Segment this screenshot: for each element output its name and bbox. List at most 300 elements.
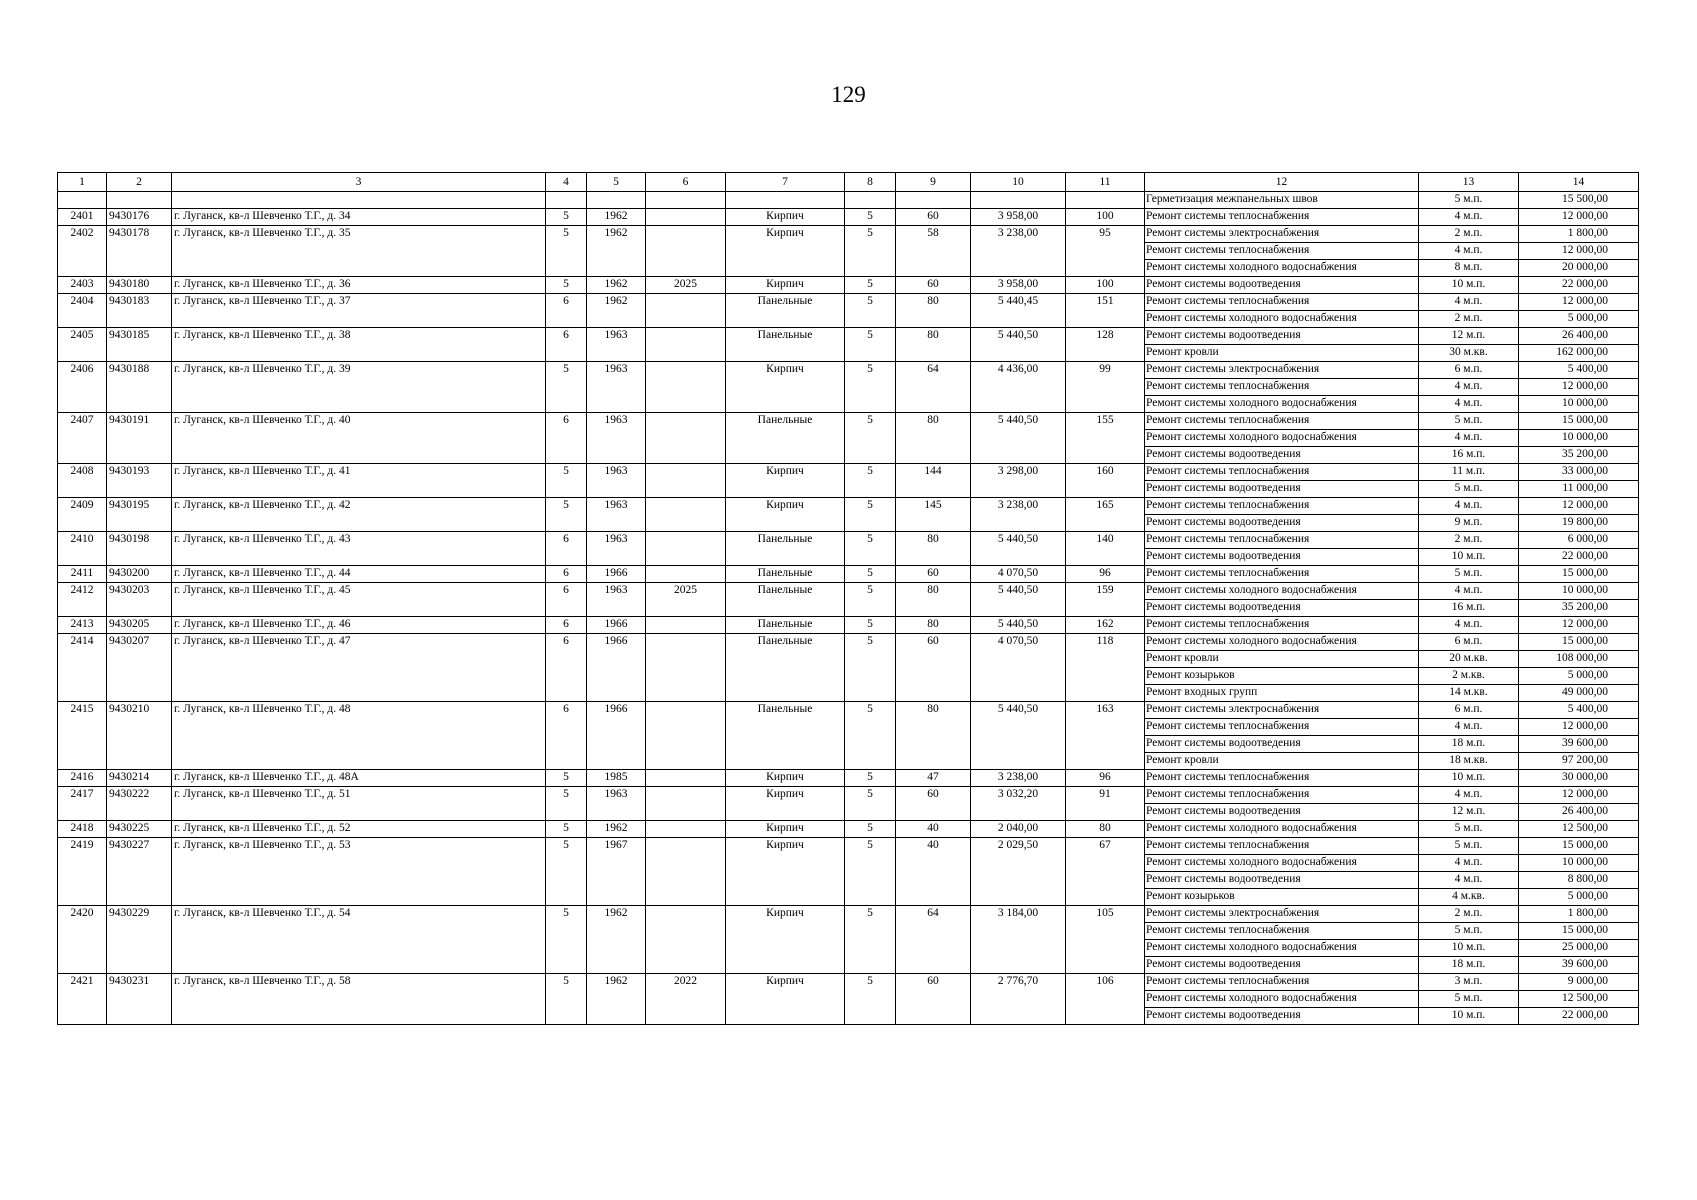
col6-value xyxy=(646,940,726,957)
area-value xyxy=(971,804,1066,821)
area-value xyxy=(971,651,1066,668)
col11-value: 160 xyxy=(1066,464,1145,481)
house-id xyxy=(107,804,172,821)
work-cost: 12 000,00 xyxy=(1519,617,1639,634)
house-id xyxy=(107,515,172,532)
col11-value xyxy=(1066,719,1145,736)
col8-value: 5 xyxy=(845,294,896,311)
col11-value xyxy=(1066,481,1145,498)
area-value: 3 958,00 xyxy=(971,209,1066,226)
row-number: 2408 xyxy=(58,464,107,481)
row-number xyxy=(58,192,107,209)
house-id xyxy=(107,311,172,328)
col8-value xyxy=(845,515,896,532)
work-cost: 15 000,00 xyxy=(1519,566,1639,583)
page-number: 129 xyxy=(831,82,866,107)
col9-value: 58 xyxy=(896,226,971,243)
table-row xyxy=(58,566,1639,583)
col8-value: 5 xyxy=(845,532,896,549)
col9-value: 47 xyxy=(896,770,971,787)
area-value: 5 440,50 xyxy=(971,328,1066,345)
build-year xyxy=(587,243,646,260)
house-id: 9430227 xyxy=(107,838,172,855)
col8-value xyxy=(845,481,896,498)
work-cost: 10 000,00 xyxy=(1519,396,1639,413)
row-number xyxy=(58,855,107,872)
area-value xyxy=(971,923,1066,940)
col4-value xyxy=(546,396,587,413)
work-type: Ремонт системы водоотведения xyxy=(1145,957,1419,974)
col6-value xyxy=(646,855,726,872)
work-volume: 4 м.п. xyxy=(1419,396,1519,413)
address: г. Луганск, кв-л Шевченко Т.Г., д. 52 xyxy=(172,821,546,838)
col9-value xyxy=(896,668,971,685)
house-id: 9430178 xyxy=(107,226,172,243)
col11-value: 151 xyxy=(1066,294,1145,311)
work-type: Ремонт козырьков xyxy=(1145,889,1419,906)
col9-value xyxy=(896,719,971,736)
area-value: 5 440,45 xyxy=(971,294,1066,311)
col4-value xyxy=(546,889,587,906)
build-year: 1963 xyxy=(587,413,646,430)
wall-material xyxy=(726,668,845,685)
col8-value xyxy=(845,991,896,1008)
address xyxy=(172,243,546,260)
work-type: Ремонт системы водоотведения xyxy=(1145,328,1419,345)
work-volume: 8 м.п. xyxy=(1419,260,1519,277)
col11-value: 100 xyxy=(1066,209,1145,226)
col9-value xyxy=(896,396,971,413)
col6-value xyxy=(646,515,726,532)
col6-value xyxy=(646,736,726,753)
table-row xyxy=(58,651,1639,668)
col6-value xyxy=(646,532,726,549)
house-id: 9430183 xyxy=(107,294,172,311)
area-value: 5 440,50 xyxy=(971,532,1066,549)
col9-value: 145 xyxy=(896,498,971,515)
work-volume: 5 м.п. xyxy=(1419,923,1519,940)
work-type: Ремонт системы теплоснабжения xyxy=(1145,532,1419,549)
area-value xyxy=(971,515,1066,532)
col4-value: 6 xyxy=(546,532,587,549)
table-row xyxy=(58,872,1639,889)
table-row xyxy=(58,413,1639,430)
work-volume: 2 м.кв. xyxy=(1419,668,1519,685)
work-volume: 4 м.п. xyxy=(1419,855,1519,872)
work-cost: 26 400,00 xyxy=(1519,328,1639,345)
work-volume: 4 м.п. xyxy=(1419,379,1519,396)
work-cost: 15 000,00 xyxy=(1519,838,1639,855)
address: г. Луганск, кв-л Шевченко Т.Г., д. 38 xyxy=(172,328,546,345)
work-type: Ремонт системы холодного водоснабжения xyxy=(1145,821,1419,838)
col9-value: 60 xyxy=(896,634,971,651)
col4-value: 6 xyxy=(546,617,587,634)
work-cost: 12 000,00 xyxy=(1519,719,1639,736)
col9-value: 60 xyxy=(896,209,971,226)
area-value: 2 040,00 xyxy=(971,821,1066,838)
wall-material xyxy=(726,243,845,260)
build-year xyxy=(587,753,646,770)
row-number xyxy=(58,804,107,821)
col4-value xyxy=(546,1008,587,1025)
work-cost: 25 000,00 xyxy=(1519,940,1639,957)
table-row xyxy=(58,821,1639,838)
work-cost: 39 600,00 xyxy=(1519,957,1639,974)
house-id: 9430214 xyxy=(107,770,172,787)
address xyxy=(172,855,546,872)
address xyxy=(172,481,546,498)
col9-value: 144 xyxy=(896,464,971,481)
col11-value: 128 xyxy=(1066,328,1145,345)
col6-value xyxy=(646,685,726,702)
work-type: Ремонт системы водоотведения xyxy=(1145,736,1419,753)
col9-value xyxy=(896,243,971,260)
col8-value xyxy=(845,804,896,821)
build-year: 1963 xyxy=(587,532,646,549)
col9-value xyxy=(896,685,971,702)
col6-value xyxy=(646,192,726,209)
col8-value: 5 xyxy=(845,413,896,430)
col4-value: 5 xyxy=(546,838,587,855)
col8-value xyxy=(845,872,896,889)
build-year xyxy=(587,923,646,940)
col6-value xyxy=(646,345,726,362)
house-id xyxy=(107,447,172,464)
table-row xyxy=(58,889,1639,906)
col9-value: 60 xyxy=(896,277,971,294)
wall-material: Панельные xyxy=(726,532,845,549)
col9-value: 40 xyxy=(896,838,971,855)
work-volume: 4 м.п. xyxy=(1419,617,1519,634)
table-row xyxy=(58,600,1639,617)
address xyxy=(172,685,546,702)
col9-value: 60 xyxy=(896,787,971,804)
col4-value xyxy=(546,804,587,821)
work-type: Ремонт системы теплоснабжения xyxy=(1145,243,1419,260)
row-number: 2416 xyxy=(58,770,107,787)
area-value xyxy=(971,957,1066,974)
work-type: Ремонт системы водоотведения xyxy=(1145,447,1419,464)
row-number: 2409 xyxy=(58,498,107,515)
table-row xyxy=(58,532,1639,549)
wall-material xyxy=(726,889,845,906)
work-volume: 10 м.п. xyxy=(1419,549,1519,566)
table-row xyxy=(58,345,1639,362)
house-id: 9430229 xyxy=(107,906,172,923)
house-id xyxy=(107,396,172,413)
col11-value: 159 xyxy=(1066,583,1145,600)
col6-value xyxy=(646,889,726,906)
col9-value xyxy=(896,804,971,821)
column-header: 5 xyxy=(587,173,646,192)
work-cost: 15 000,00 xyxy=(1519,413,1639,430)
col11-value xyxy=(1066,549,1145,566)
row-number xyxy=(58,753,107,770)
col4-value xyxy=(546,736,587,753)
column-header: 9 xyxy=(896,173,971,192)
row-number: 2419 xyxy=(58,838,107,855)
house-id xyxy=(107,872,172,889)
work-cost: 5 000,00 xyxy=(1519,889,1639,906)
work-type: Ремонт системы теплоснабжения xyxy=(1145,787,1419,804)
table-row xyxy=(58,804,1639,821)
wall-material xyxy=(726,957,845,974)
table-row xyxy=(58,277,1639,294)
wall-material xyxy=(726,855,845,872)
house-id xyxy=(107,736,172,753)
wall-material: Кирпич xyxy=(726,209,845,226)
col9-value xyxy=(896,260,971,277)
col6-value xyxy=(646,1008,726,1025)
build-year xyxy=(587,957,646,974)
col11-value: 140 xyxy=(1066,532,1145,549)
address xyxy=(172,1008,546,1025)
work-type: Ремонт системы холодного водоснабжения xyxy=(1145,430,1419,447)
work-volume: 4 м.кв. xyxy=(1419,889,1519,906)
build-year xyxy=(587,804,646,821)
col4-value xyxy=(546,345,587,362)
work-cost: 10 000,00 xyxy=(1519,583,1639,600)
col8-value xyxy=(845,260,896,277)
col6-value xyxy=(646,549,726,566)
col4-value: 6 xyxy=(546,583,587,600)
col4-value xyxy=(546,430,587,447)
col4-value xyxy=(546,753,587,770)
work-type: Ремонт системы холодного водоснабжения xyxy=(1145,940,1419,957)
address xyxy=(172,192,546,209)
work-cost: 12 500,00 xyxy=(1519,821,1639,838)
work-type: Ремонт системы холодного водоснабжения xyxy=(1145,311,1419,328)
work-volume: 20 м.кв. xyxy=(1419,651,1519,668)
col4-value xyxy=(546,515,587,532)
col11-value xyxy=(1066,923,1145,940)
work-cost: 22 000,00 xyxy=(1519,549,1639,566)
work-cost: 33 000,00 xyxy=(1519,464,1639,481)
wall-material: Кирпич xyxy=(726,464,845,481)
house-id: 9430205 xyxy=(107,617,172,634)
address: г. Луганск, кв-л Шевченко Т.Г., д. 48 xyxy=(172,702,546,719)
work-volume: 4 м.п. xyxy=(1419,209,1519,226)
col11-value: 163 xyxy=(1066,702,1145,719)
column-header: 4 xyxy=(546,173,587,192)
build-year: 1963 xyxy=(587,498,646,515)
area-value: 5 440,50 xyxy=(971,702,1066,719)
col4-value xyxy=(546,668,587,685)
table-row xyxy=(58,260,1639,277)
row-number xyxy=(58,923,107,940)
build-year xyxy=(587,940,646,957)
col6-value xyxy=(646,243,726,260)
col8-value xyxy=(845,651,896,668)
col11-value: 165 xyxy=(1066,498,1145,515)
col11-value xyxy=(1066,855,1145,872)
work-type: Ремонт системы теплоснабжения xyxy=(1145,974,1419,991)
col8-value xyxy=(845,668,896,685)
col11-value xyxy=(1066,889,1145,906)
house-id xyxy=(107,430,172,447)
wall-material: Панельные xyxy=(726,702,845,719)
row-number xyxy=(58,889,107,906)
col4-value: 5 xyxy=(546,821,587,838)
house-id: 9430188 xyxy=(107,362,172,379)
row-number: 2413 xyxy=(58,617,107,634)
area-value xyxy=(971,379,1066,396)
area-value: 3 238,00 xyxy=(971,498,1066,515)
col4-value: 5 xyxy=(546,787,587,804)
col4-value xyxy=(546,685,587,702)
col6-value xyxy=(646,634,726,651)
col4-value xyxy=(546,600,587,617)
address xyxy=(172,260,546,277)
area-value xyxy=(971,991,1066,1008)
area-value xyxy=(971,396,1066,413)
house-id xyxy=(107,600,172,617)
col9-value: 80 xyxy=(896,413,971,430)
col11-value: 96 xyxy=(1066,770,1145,787)
col4-value xyxy=(546,957,587,974)
col4-value: 5 xyxy=(546,974,587,991)
column-header: 14 xyxy=(1519,173,1639,192)
col8-value xyxy=(845,1008,896,1025)
col8-value xyxy=(845,736,896,753)
col8-value xyxy=(845,719,896,736)
col8-value xyxy=(845,447,896,464)
build-year xyxy=(587,600,646,617)
address xyxy=(172,668,546,685)
work-cost: 5 000,00 xyxy=(1519,668,1639,685)
table-row xyxy=(58,838,1639,855)
col8-value xyxy=(845,957,896,974)
col4-value xyxy=(546,311,587,328)
col4-value xyxy=(546,940,587,957)
col11-value xyxy=(1066,753,1145,770)
area-value: 5 440,50 xyxy=(971,617,1066,634)
table-row xyxy=(58,991,1639,1008)
col4-value xyxy=(546,379,587,396)
build-year xyxy=(587,549,646,566)
address xyxy=(172,736,546,753)
table-row xyxy=(58,311,1639,328)
wall-material xyxy=(726,719,845,736)
build-year: 1985 xyxy=(587,770,646,787)
col4-value xyxy=(546,872,587,889)
col9-value xyxy=(896,1008,971,1025)
address xyxy=(172,804,546,821)
col9-value xyxy=(896,940,971,957)
row-number xyxy=(58,736,107,753)
house-id: 9430185 xyxy=(107,328,172,345)
address xyxy=(172,549,546,566)
house-id: 9430198 xyxy=(107,532,172,549)
area-value: 2 029,50 xyxy=(971,838,1066,855)
work-type: Ремонт системы холодного водоснабжения xyxy=(1145,634,1419,651)
house-id: 9430203 xyxy=(107,583,172,600)
col8-value: 5 xyxy=(845,566,896,583)
table-row xyxy=(58,447,1639,464)
row-number: 2417 xyxy=(58,787,107,804)
table-header xyxy=(58,173,1639,192)
work-volume: 9 м.п. xyxy=(1419,515,1519,532)
table-row xyxy=(58,209,1639,226)
wall-material xyxy=(726,549,845,566)
col9-value xyxy=(896,923,971,940)
table-row xyxy=(58,719,1639,736)
col4-value xyxy=(546,243,587,260)
house-id xyxy=(107,957,172,974)
col4-value xyxy=(546,651,587,668)
col4-value xyxy=(546,447,587,464)
build-year xyxy=(587,872,646,889)
wall-material: Кирпич xyxy=(726,838,845,855)
col6-value xyxy=(646,481,726,498)
col4-value: 6 xyxy=(546,328,587,345)
work-cost: 12 000,00 xyxy=(1519,379,1639,396)
work-type: Ремонт системы холодного водоснабжения xyxy=(1145,583,1419,600)
col9-value xyxy=(896,651,971,668)
build-year: 1967 xyxy=(587,838,646,855)
address: г. Луганск, кв-л Шевченко Т.Г., д. 47 xyxy=(172,634,546,651)
address xyxy=(172,396,546,413)
area-value xyxy=(971,668,1066,685)
col9-value: 64 xyxy=(896,906,971,923)
wall-material: Кирпич xyxy=(726,787,845,804)
work-volume: 10 м.п. xyxy=(1419,770,1519,787)
wall-material xyxy=(726,651,845,668)
col9-value xyxy=(896,549,971,566)
area-value xyxy=(971,243,1066,260)
wall-material xyxy=(726,872,845,889)
col11-value: 80 xyxy=(1066,821,1145,838)
work-cost: 12 500,00 xyxy=(1519,991,1639,1008)
table-row xyxy=(58,855,1639,872)
row-number xyxy=(58,685,107,702)
table-row xyxy=(58,226,1639,243)
work-type: Ремонт системы теплоснабжения xyxy=(1145,294,1419,311)
row-number: 2403 xyxy=(58,277,107,294)
col11-value xyxy=(1066,396,1145,413)
col9-value xyxy=(896,872,971,889)
wall-material xyxy=(726,600,845,617)
address xyxy=(172,430,546,447)
house-id xyxy=(107,923,172,940)
work-type: Ремонт кровли xyxy=(1145,651,1419,668)
build-year: 1966 xyxy=(587,566,646,583)
col8-value: 5 xyxy=(845,498,896,515)
table-row xyxy=(58,906,1639,923)
area-value: 3 238,00 xyxy=(971,770,1066,787)
col11-value xyxy=(1066,430,1145,447)
col8-value xyxy=(845,192,896,209)
col8-value xyxy=(845,243,896,260)
work-volume: 10 м.п. xyxy=(1419,940,1519,957)
col6-value xyxy=(646,498,726,515)
col11-value: 96 xyxy=(1066,566,1145,583)
work-type: Ремонт системы теплоснабжения xyxy=(1145,464,1419,481)
work-volume: 6 м.п. xyxy=(1419,702,1519,719)
house-id xyxy=(107,719,172,736)
col11-value: 95 xyxy=(1066,226,1145,243)
col9-value: 80 xyxy=(896,328,971,345)
work-type: Ремонт системы электроснабжения xyxy=(1145,362,1419,379)
table-row xyxy=(58,753,1639,770)
work-cost: 22 000,00 xyxy=(1519,1008,1639,1025)
address xyxy=(172,872,546,889)
work-type: Ремонт системы холодного водоснабжения xyxy=(1145,396,1419,413)
col9-value xyxy=(896,481,971,498)
col9-value: 80 xyxy=(896,702,971,719)
work-volume: 4 м.п. xyxy=(1419,787,1519,804)
col8-value: 5 xyxy=(845,328,896,345)
